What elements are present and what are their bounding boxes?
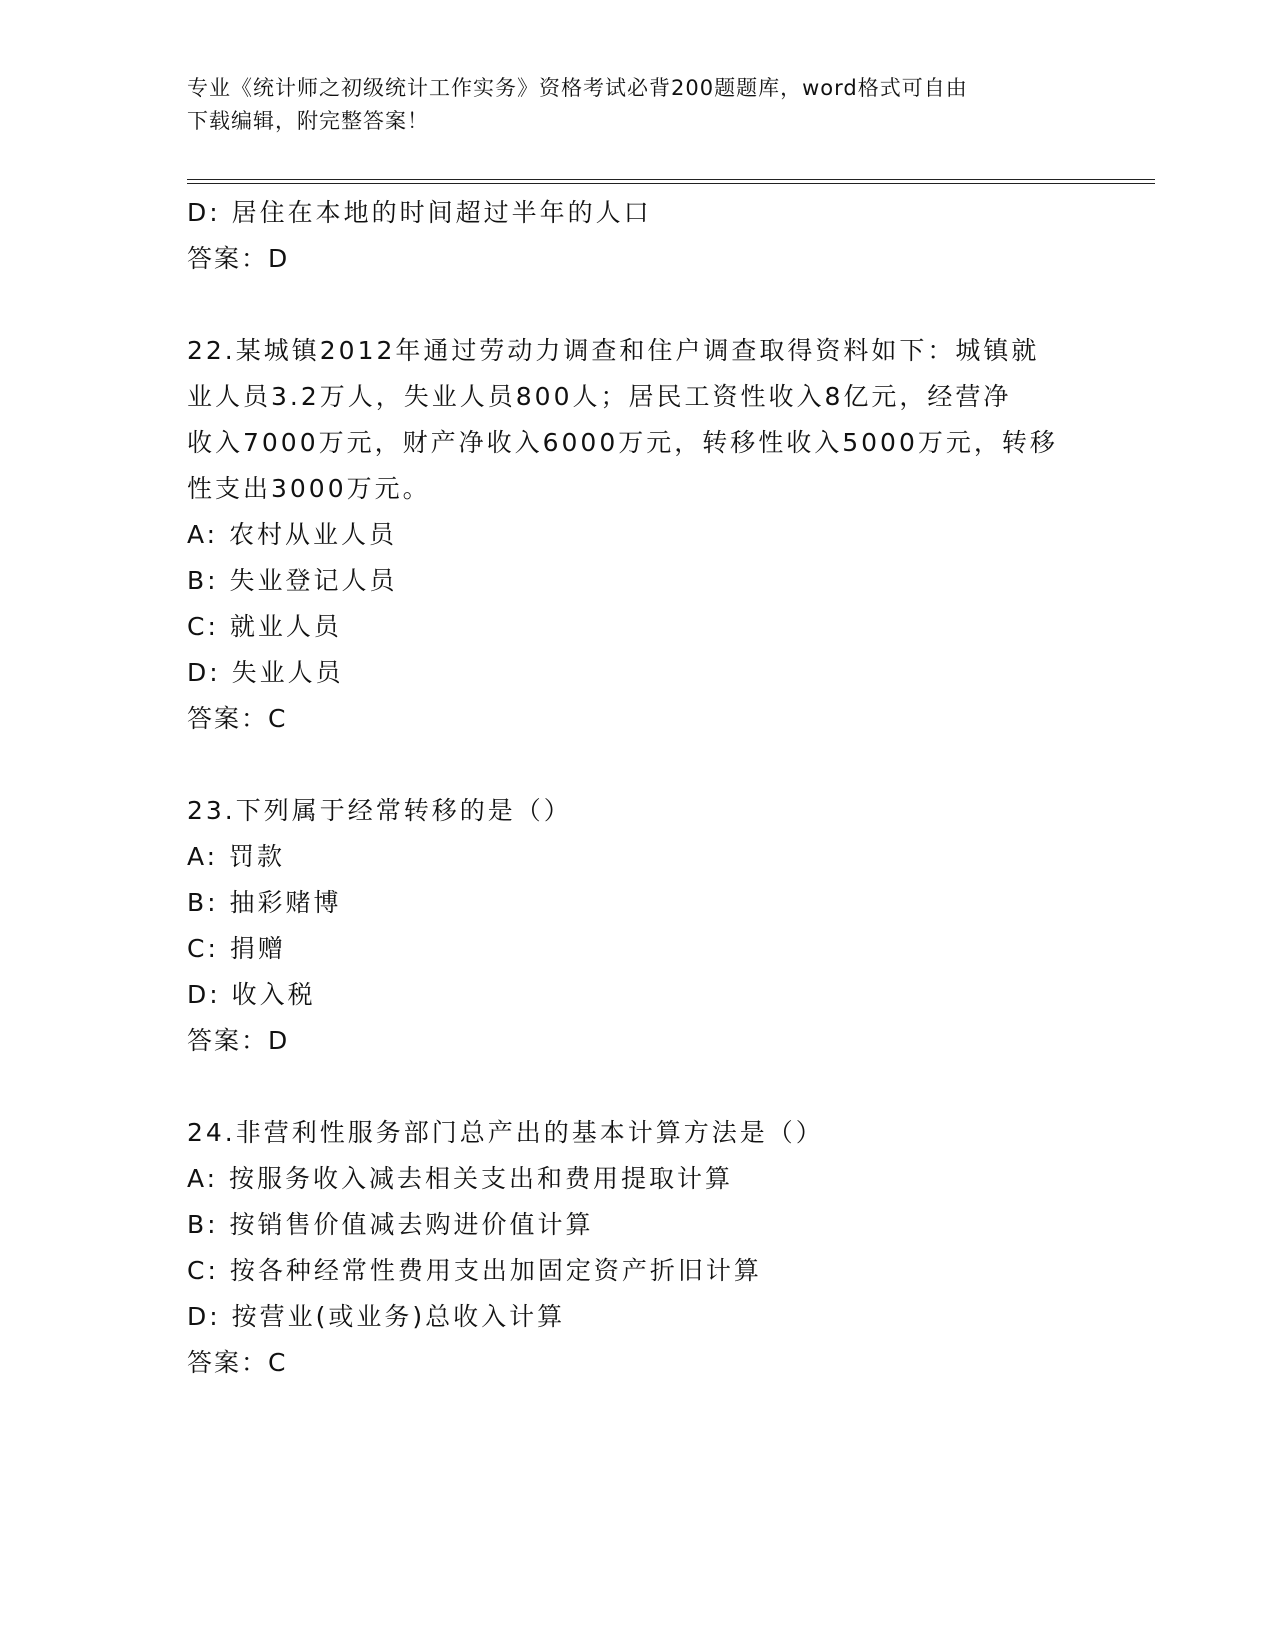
- option-a: A: 罚款: [187, 842, 286, 871]
- header-line-1: 专业《统计师之初级统计工作实务》资格考试必背200题题库，word格式可自由: [187, 76, 968, 100]
- spacer: [187, 1064, 1087, 1110]
- spacer: [187, 742, 1087, 788]
- question-stem-line: 23.下列属于经常转移的是（）: [187, 796, 572, 825]
- question-23: [187, 788, 1087, 1064]
- question-22: [187, 328, 1087, 742]
- previous-question-tail: [187, 190, 1087, 282]
- option-a: A: 农村从业人员: [187, 520, 398, 549]
- question-stem-line: 性支出3000万元。: [187, 474, 431, 503]
- header-divider-top: [187, 179, 1155, 180]
- option-d: D: 按营业(或业务)总收入计算: [187, 1302, 566, 1331]
- answer-line: 答案：C: [187, 704, 288, 733]
- option-d: D: 收入税: [187, 980, 316, 1009]
- option-d: D: 居住在本地的时间超过半年的人口: [187, 198, 652, 227]
- option-a: A: 按服务收入减去相关支出和费用提取计算: [187, 1164, 734, 1193]
- document-body: [187, 190, 1087, 1386]
- option-c: C: 捐赠: [187, 934, 286, 963]
- option-b: B: 抽彩赌博: [187, 888, 342, 917]
- answer-line: 答案：D: [187, 244, 290, 273]
- question-stem-line: 业人员3.2万人，失业人员800人；居民工资性收入8亿元，经营净: [187, 382, 1012, 411]
- header-divider-bottom: [187, 183, 1155, 184]
- question-24: [187, 1110, 1087, 1386]
- answer-line: 答案：C: [187, 1348, 288, 1377]
- question-stem-line: 收入7000万元，财产净收入6000万元，转移性收入5000万元，转移: [187, 428, 1058, 457]
- option-c: C: 就业人员: [187, 612, 342, 641]
- option-d: D: 失业人员: [187, 658, 344, 687]
- header-line-2: 下载编辑，附完整答案！: [187, 109, 429, 133]
- option-c: C: 按各种经常性费用支出加固定资产折旧计算: [187, 1256, 762, 1285]
- option-b: B: 按销售价值减去购进价值计算: [187, 1210, 594, 1239]
- option-b: B: 失业登记人员: [187, 566, 398, 595]
- document-header: [187, 72, 1087, 138]
- question-stem-line: 24.非营利性服务部门总产出的基本计算方法是（）: [187, 1118, 824, 1147]
- question-stem-line: 22.某城镇2012年通过劳动力调查和住户调查取得资料如下：城镇就: [187, 336, 1040, 365]
- spacer: [187, 282, 1087, 328]
- answer-line: 答案：D: [187, 1026, 290, 1055]
